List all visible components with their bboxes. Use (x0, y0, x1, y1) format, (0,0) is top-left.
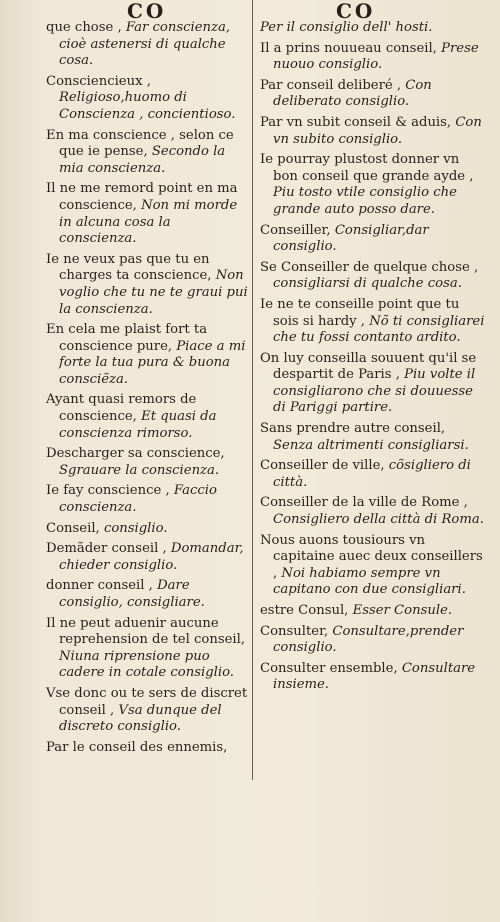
french-text: Ie ne veux pas que tu en charges ta conscience, (46, 251, 212, 284)
italian-text: Sgrauare la conscienza. (59, 462, 220, 478)
italian-text: Consultare insieme. (273, 660, 476, 693)
italian-text: Vsa dunque del discreto consiglio. (59, 702, 222, 735)
italian-text: Consigliar,dar consiglio. (273, 222, 429, 255)
entry (260, 41, 488, 74)
right-column (260, 20, 488, 698)
entry (260, 661, 488, 694)
entry (46, 252, 252, 318)
entry (46, 128, 252, 178)
entry (46, 322, 252, 388)
italian-text: Prese nuouo consiglio. (273, 40, 479, 73)
entry (260, 351, 488, 417)
french-text: Ie fay conscience , (46, 483, 170, 499)
french-text: En ma conscience , selon ce que ie pense, (46, 127, 234, 160)
left-column (46, 20, 252, 760)
entry (46, 483, 252, 516)
italian-text: Nõ ti consigliarei che tu fossi contanto ardito. (273, 313, 485, 346)
italian-text: Domandar, chieder consiglio. (59, 541, 244, 573)
italian-text: Per il consiglio dell' hosti. (260, 20, 433, 35)
entry (260, 495, 488, 528)
entry (260, 458, 488, 491)
italian-text: Piace a mi forte la tua pura & buona consciẽza. (59, 338, 246, 387)
entry (260, 603, 488, 620)
entry (260, 624, 488, 657)
italian-text: Consigliero della città di Roma. (273, 512, 484, 528)
entry (260, 78, 488, 111)
running-head-right: CO (336, 0, 376, 23)
italian-text: Non voglio che tu ne te graui pui la conscienza. (59, 268, 248, 317)
italian-text: Esser Consule. (352, 603, 453, 618)
french-text: Ie pourray plustost donner vn bon conseil que grande ayde , (260, 152, 474, 184)
italian-text: Noi habiamo sempre vn capitano con due consigliari. (273, 565, 466, 598)
french-text: Conseiller, (260, 222, 331, 238)
italian-text: Senza altrimenti consigliarsi. (273, 437, 469, 453)
french-text: que chose , (46, 20, 122, 35)
italian-text: Secondo la mia conscienza. (59, 144, 226, 176)
entry (260, 260, 488, 293)
italian-text: consigliarsi di qualche cosa. (273, 276, 462, 292)
entry (260, 115, 488, 148)
column-divider (252, 0, 253, 780)
entry (260, 533, 488, 599)
italian-text: Non mi morde in alcuna cosa la conscienza. (59, 197, 238, 247)
entry (260, 297, 488, 347)
italian-text: cõsigliero di città. (273, 458, 471, 490)
italian-text: Piu volte il consigliarono che si douuesse di Pariggi partire. (273, 367, 476, 416)
italian-text: Con vn subito consiglio. (273, 114, 482, 147)
italian-text: Dare consiglio, consigliare. (59, 578, 205, 610)
entry (46, 578, 252, 611)
french-text: Ie ne te conseille point que tu sois si hardy , (260, 296, 460, 329)
italian-text: Consultare,prender consiglio. (273, 623, 464, 656)
entry (46, 181, 252, 247)
french-text: Descharger sa conscience, (46, 446, 225, 462)
french-text: Ayant quasi remors de conscience, (46, 392, 197, 425)
french-text: Par le conseil des ennemis, (46, 739, 228, 755)
french-text: Il ne me remord point en ma conscience, (46, 181, 238, 213)
entry (46, 686, 252, 736)
italian-text: Piu tosto vtile consiglio che grande auto posso dare. (273, 185, 457, 217)
entry (46, 20, 252, 70)
french-text: Sans prendre autre conseil, (260, 421, 446, 437)
french-text: Nous auons tousiours vn capitaine auec deux conseillers , (260, 532, 483, 581)
entry (46, 74, 252, 124)
italian-text: Far conscienza, cioè astenersi di qualche cosa. (59, 20, 231, 69)
entry (260, 152, 488, 218)
entry (260, 223, 488, 256)
french-text: donner conseil , (46, 578, 153, 594)
french-text: On luy conseilla souuent qu'il se despartit de Paris , (260, 350, 477, 383)
french-text: Demãder conseil , (46, 541, 167, 557)
french-text: Consulter ensemble, (260, 660, 398, 676)
entry (46, 392, 252, 442)
french-text: Conseiller de ville, (260, 458, 385, 474)
entry (46, 446, 252, 479)
french-text: Par vn subit conseil & aduis, (260, 114, 452, 130)
french-text: Il ne peut aduenir aucune reprehension de tel conseil, (46, 615, 246, 648)
french-text: Il a prins nouueau conseil, (260, 40, 437, 56)
italian-text: Et quasi da conscienza rimorso. (59, 409, 217, 441)
french-text: Consulter, (260, 623, 329, 639)
french-text: Se Conseiller de quelque chose , (260, 259, 479, 275)
italian-text: consiglio. (103, 520, 168, 536)
entry (46, 541, 252, 574)
entry (260, 421, 488, 454)
entry (260, 20, 488, 37)
french-text: Conseil, (46, 520, 100, 536)
entry (46, 521, 252, 538)
french-text: Conseiller de la ville de Rome , (260, 495, 468, 511)
italian-text: Niuna riprensione puo cadere in cotale consiglio. (59, 648, 234, 681)
french-text: Vse donc ou te sers de discret conseil , (46, 685, 248, 718)
french-text: estre Consul, (260, 603, 349, 618)
french-text: En cela me plaist fort ta conscience pure, (46, 322, 208, 354)
entry (46, 740, 252, 757)
italian-text: Faccio conscienza. (59, 483, 217, 516)
italian-text: Religioso,huomo di Conscienza , concientioso. (59, 90, 236, 122)
french-text: Par conseil deliberé , (260, 77, 402, 93)
italian-text: Con deliberato consiglio. (273, 77, 432, 110)
entry (46, 616, 252, 682)
running-head-left: CO (127, 0, 167, 23)
french-text: Consciencieux , (46, 73, 151, 89)
